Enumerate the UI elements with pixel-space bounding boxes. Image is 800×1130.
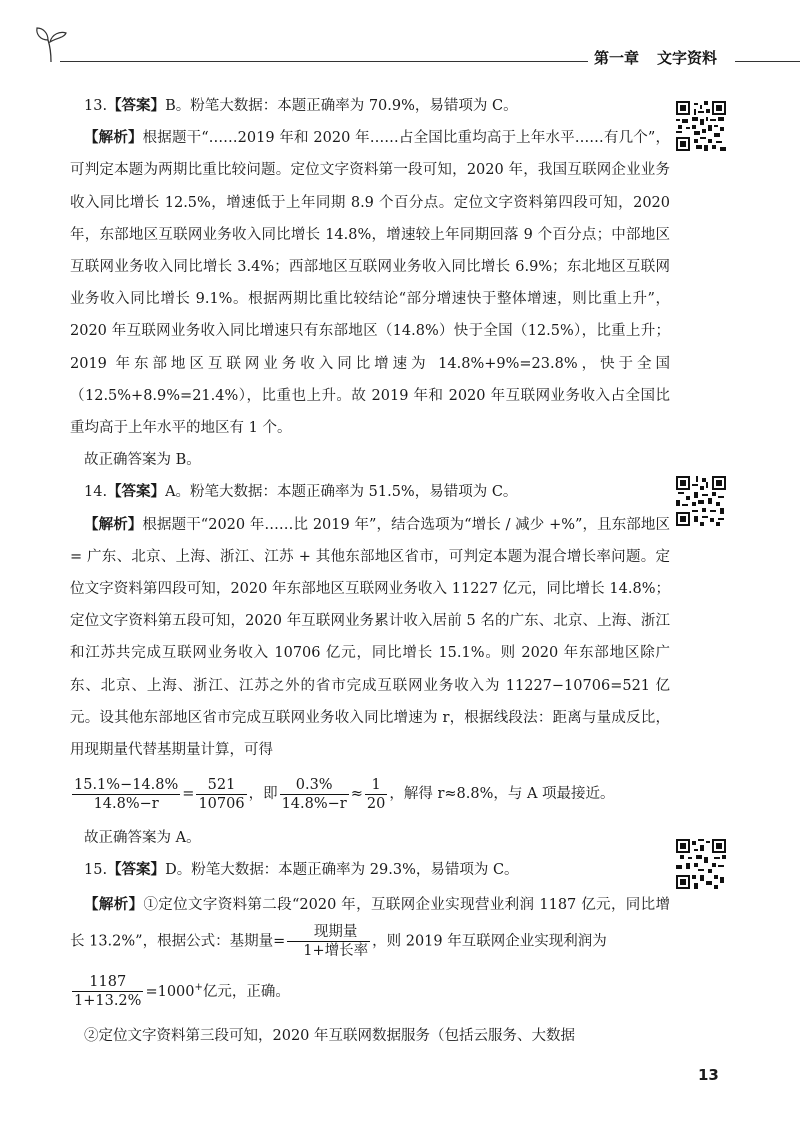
qr-code-icon[interactable] [676,476,726,526]
analysis-14 [70,509,670,767]
fraction-2 [196,776,246,813]
answer-text: D。粉笔大数据：本题正确率为 29.3%，易错项为 C。 [165,862,519,879]
fraction-1 [72,776,180,813]
formula-connector: ，即 [248,786,278,803]
fraction-denominator: 1+13.2% [74,993,142,1009]
analysis-13 [70,122,670,444]
header-rule-left [60,61,588,62]
fraction-numerator: 1187 [72,973,143,992]
approx-sign: ≈ [350,786,363,803]
header-rule-right [735,61,800,62]
fraction-numerator: 521 [196,776,246,795]
formula-15 [70,964,670,1016]
answer-line-15 [70,854,670,886]
answer-text: B。粉笔大数据：本题正确率为 70.9%，易错项为 C。 [165,98,518,114]
answer-line-13 [70,90,670,122]
point-2-15: ②定位文字资料第三段可知，2020 年互联网数据服务（包括云服务、大数据 [84,1027,576,1044]
formula-tail: ，解得 r≈8.8%，与 A 项最接近。 [389,786,615,803]
answer-text: A。粉笔大数据：本题正确率为 51.5%，易错项为 C。 [165,484,518,501]
chapter-label: 第一章 [594,49,640,67]
page-number: 13 [698,1066,719,1084]
answer-tag: 【答案】 [107,98,166,114]
fraction-numerator: 1 [365,776,387,795]
page-content [70,90,670,1052]
conclusion-13: 故正确答案为 B。 [84,452,201,469]
page-header [0,0,800,90]
formula-14 [70,770,670,818]
analysis-tag: 【解析】 [84,896,144,913]
analysis-tag: 【解析】 [84,130,143,147]
question-number: 15. [84,862,108,879]
section-label: 文字资料 [657,49,718,67]
analysis-text-cont: ，则 2019 年互联网企业实现利润为 [372,933,607,950]
result-value: =1000 [145,983,195,1000]
analysis-text: 根据题干“……2019 年和 2020 年……占全国比重均高于上年水平……有几个”，可判定本题为两期比重比较问题。定位文字资料第一段可知，2020 年，我国互联网企业业务收入同比增长 12.5%，增速低于上年同期 8.9 个百分点。定位文字资料第四段可知，2020 年，东部地区互联网业务收入同比增长 14.8%，增速较上年同期回落 9 个百分点；中部地区互联网业务收入同比增长 3.4%；西部地区互联网业务收入同比增长 6.9%；东北地区互联网业务收入同比增长 9.1%。根据两期比重比较结论“部分增速快于整体增速，则比重上升”，2020 年互联网业务收入同比增速只有东部地区（14.8%）快于全国（12.5%），比重上升；2019 年东部地区互联网业务收入同比增速为 14.8%+9%=23.8%，快于全国（12.5%+8.9%=21.4%），比重也上升。故 2019 年和 2020 年互联网业务收入占全国比重均高于上年水平的地区有 1 个。 [70,130,670,437]
analysis-15 [70,887,670,960]
result-text: 亿元，正确。 [202,983,290,1000]
analysis-text: 根据题干“2020 年……比 2019 年”，结合选项为“增长 / 减少 +%”，且东部地区 = 广东、北京、上海、浙江、江苏 + 其他东部地区省市，可判定本题为混合增长率问题。定位文字资料第四段可知，2020 年东部地区互联网业务收入 11227 亿元，同比增长 14.8%；定位文字资料第五段可知，2020 年互联网业务累计收入居前 5 名的广东、北京、上海、浙江和江苏共完成互联网业务收入 10706 亿元，同比增长 15.1%。则 2020 年东部地区除广东、北京、上海、浙江、江苏之外的省市完成互联网业务收入为 11227−10706=521 亿元。设其他东部地区省市完成互联网业务收入同比增速为 r，根据线段法：距离与量成反比，用现期量代替基期量计算，可得 [70,516,671,759]
leaf-icon [34,24,68,64]
qr-code-icon[interactable] [676,839,726,889]
fraction-profit [72,973,143,1010]
fraction-denominator: 14.8%−r [281,795,347,812]
analysis-tag: 【解析】 [84,516,143,533]
question-number: 13. [84,98,108,114]
fraction-4 [365,776,387,813]
fraction-numerator: 15.1%−14.8% [74,776,179,793]
fraction-base-formula [287,923,370,960]
result-sup: + [194,981,203,993]
answer-tag: 【答案】 [107,484,166,501]
question-number: 14. [84,484,108,501]
analysis-text: ①定位文字资料第二段“2020 年，互联网企业实现营业利润 1187 亿元，同比增长 13.2%”，根据公式：基期量= [70,896,671,950]
answer-tag: 【答案】 [107,862,166,879]
fraction-denominator: 14.8%−r [93,795,159,812]
fraction-denominator: 1+增长率 [303,942,369,959]
qr-code-icon[interactable] [676,101,726,151]
fraction-denominator: 10706 [198,795,245,812]
answer-line-14 [70,476,670,508]
conclusion-14: 故正确答案为 A。 [84,830,201,847]
equals-sign: = [182,786,195,803]
fraction-3 [280,776,349,813]
fraction-numerator: 0.3% [280,776,349,795]
fraction-denominator: 20 [366,795,386,812]
fraction-numerator: 现期量 [287,923,370,942]
header-title [594,47,717,68]
